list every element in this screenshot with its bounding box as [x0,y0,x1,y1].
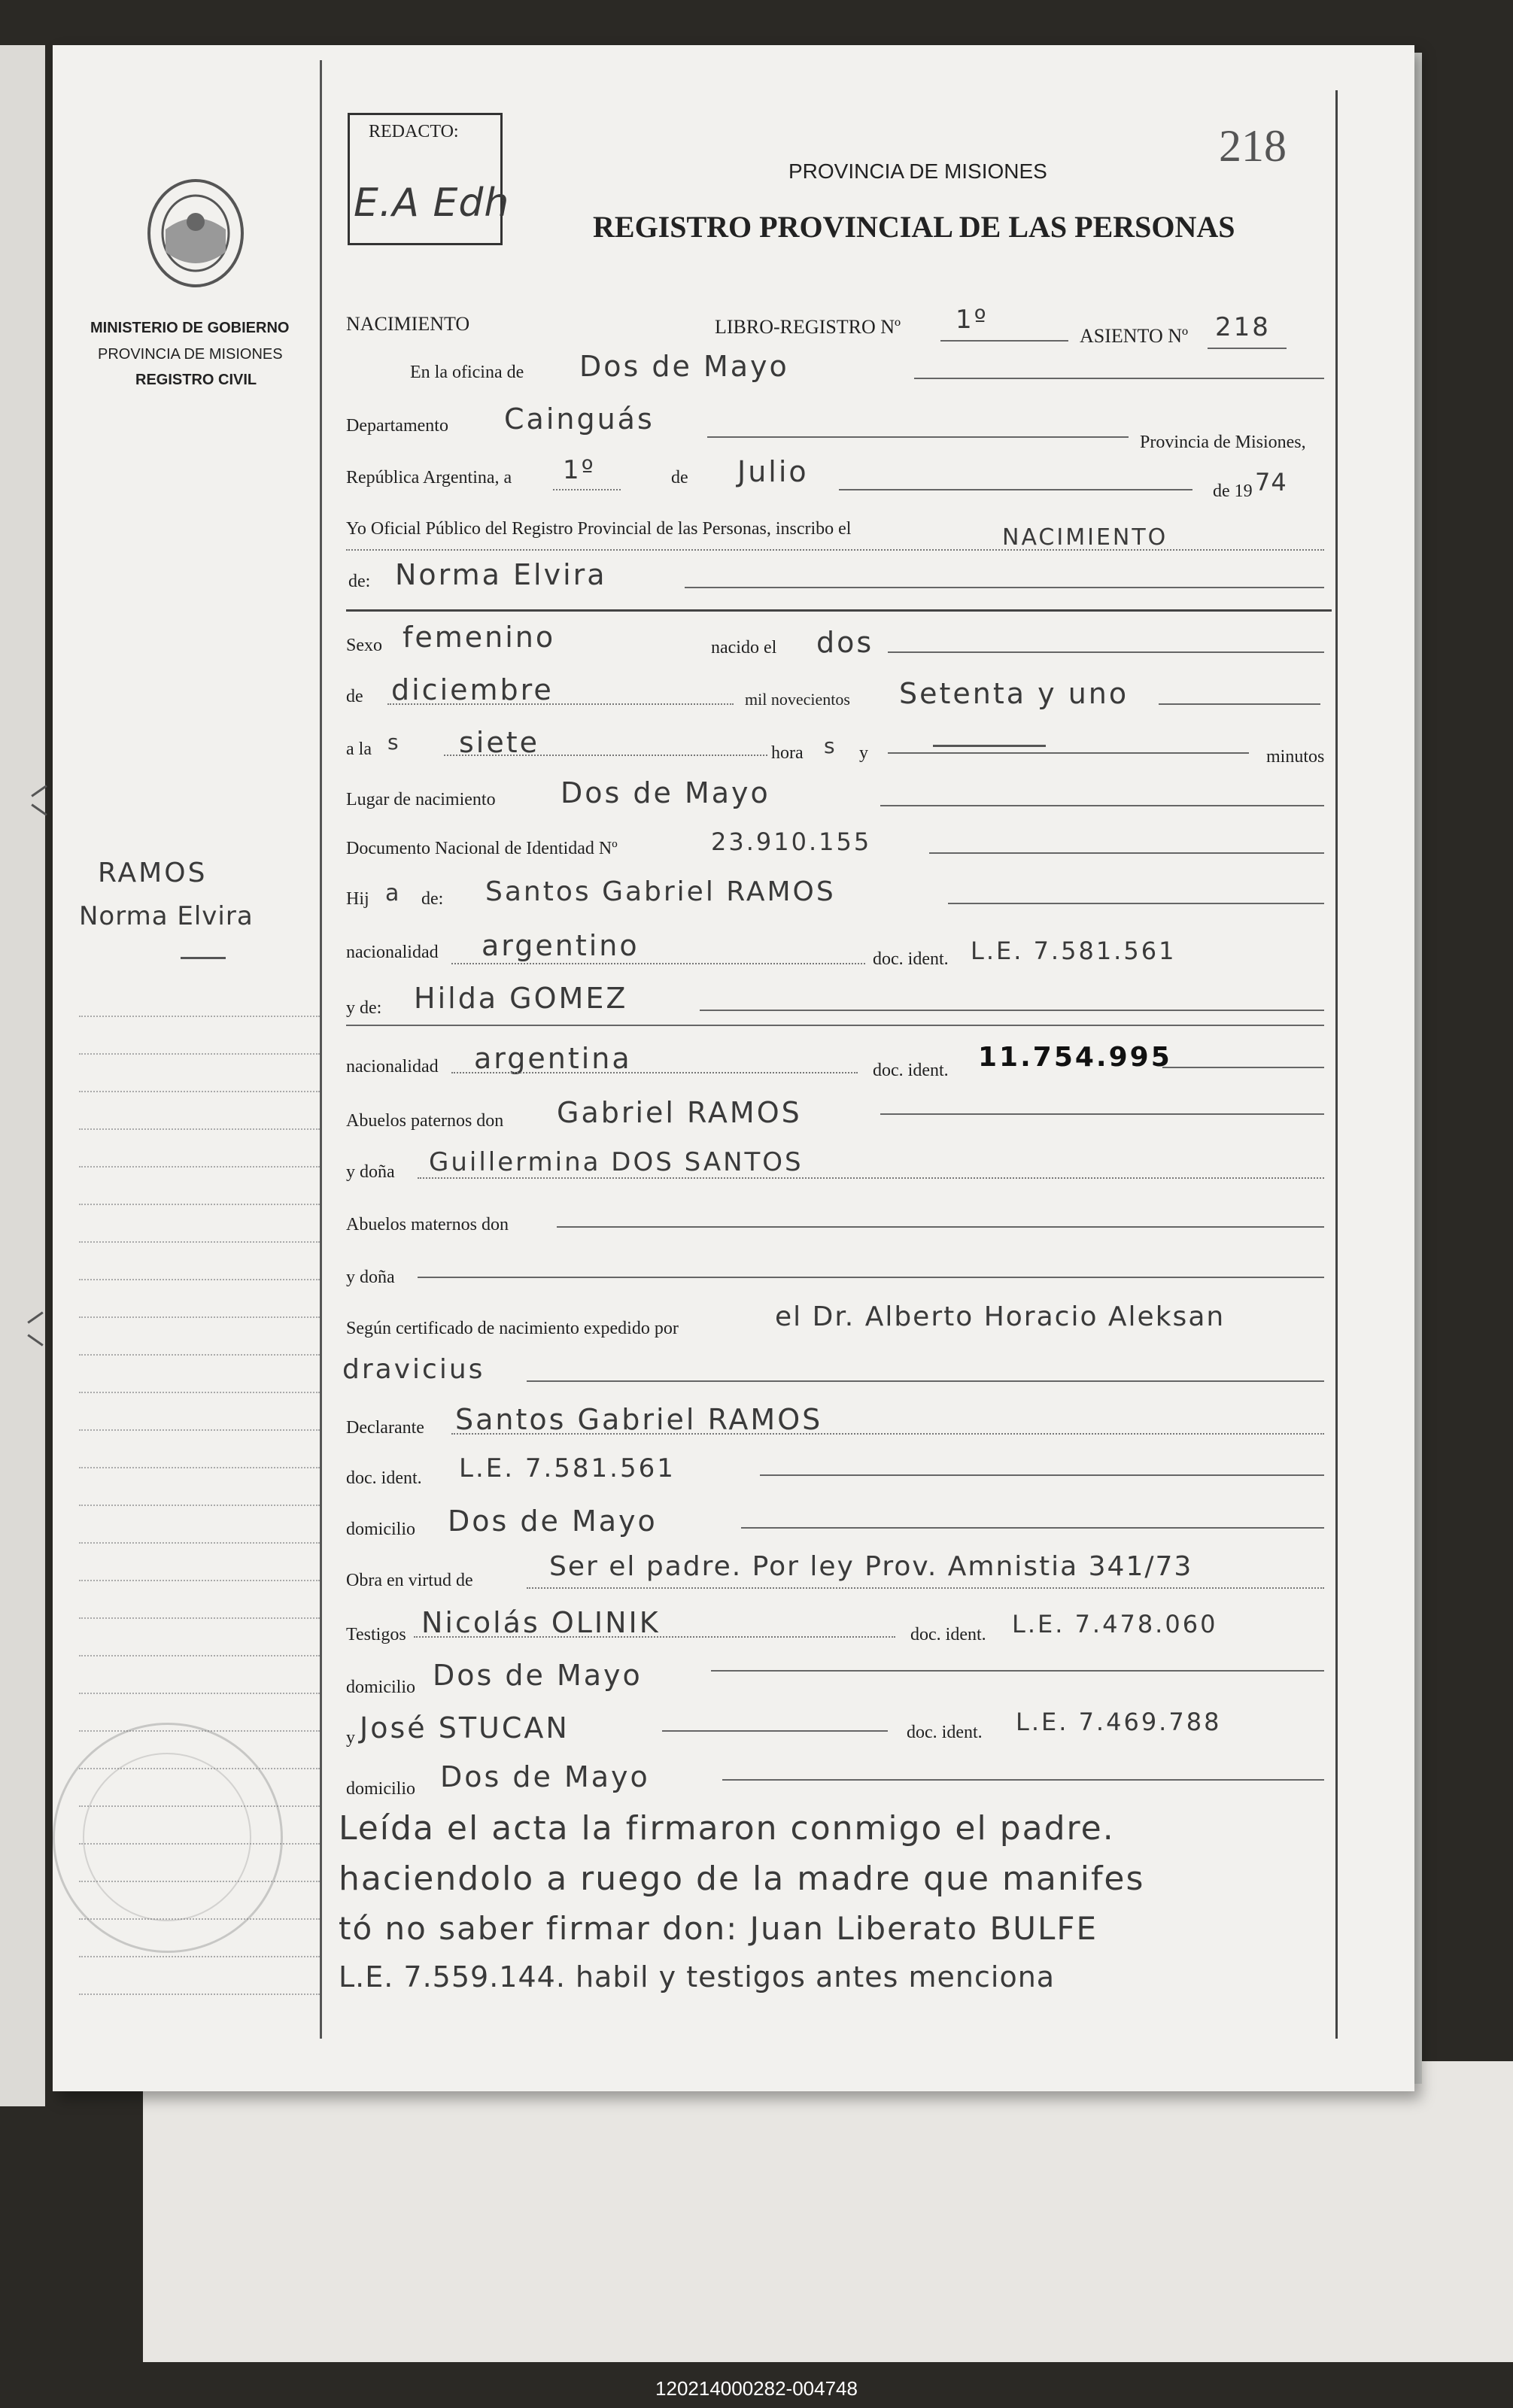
doc-testigo1-value: L.E. 7.478.060 [1012,1610,1218,1638]
nacido-value: dos [816,626,874,659]
testigo1-value: Nicolás OLINIK [421,1606,661,1639]
asiento-label: ASIENTO Nº [1080,325,1189,347]
y-testigo2-label: y [346,1728,355,1748]
year-label: de 19 [1213,481,1253,501]
ruled-line [79,1204,320,1205]
nac-padre-value: argentino [482,929,640,962]
departamento-label: Departamento [346,416,448,436]
de-label: de [671,468,688,487]
segun-value-cont: dravicius [342,1354,485,1385]
ruled-line [79,1505,320,1506]
ruled-line [79,1392,320,1393]
hijo-label: Hij [346,889,369,909]
nac-padre-label: nacionalidad [346,943,439,962]
provincia-suffix: Provincia de Misiones, [1140,433,1306,452]
ruled-line [79,1241,320,1243]
record-type: NACIMIENTO [346,313,470,335]
ruled-line [79,1617,320,1619]
minutes-dash [933,745,1046,747]
anio-nac-line [1159,703,1320,705]
registry-heading: REGISTRO PROVINCIAL DE LAS PERSONAS [593,210,1235,244]
ruled-line [79,1091,320,1092]
left-province-label: PROVINCIA DE MISIONES [98,346,283,363]
ruled-line [79,1128,320,1130]
dni-label: Documento Nacional de Identidad Nº [346,839,618,858]
madre-line [700,1010,1324,1011]
hijo-suffix: a [385,880,402,906]
redacto-signature: E.A Edh [354,181,510,226]
closing-line-4: L.E. 7.559.144. habil y testigos antes menciona [339,1960,1056,1994]
nacido-line [888,651,1324,653]
anio-nac-value: Setenta y uno [899,677,1129,710]
y-dona-label: y doña [346,1162,395,1182]
hora-value: s [824,733,837,758]
padre-value: Santos Gabriel RAMOS [485,876,836,907]
oficial-text: Yo Oficial Público del Registro Provincial de las Personas, inscribo el [346,519,852,539]
nac-madre-line [451,1072,858,1073]
dni-value: 23.910.155 [711,827,872,856]
doc-declarante-value: L.E. 7.581.561 [459,1453,676,1483]
padre-line [948,903,1324,904]
asiento-value: 218 [1215,312,1271,342]
ruled-line [79,1956,320,1957]
right-rule [1335,90,1338,2039]
y-label: y [859,743,868,763]
domicilio-t1-value: Dos de Mayo [433,1659,643,1692]
madre-value: Hilda GOMEZ [414,982,628,1015]
nac-madre-label: nacionalidad [346,1057,439,1076]
a-la-value: s [387,730,401,755]
doc-madre-line [1162,1067,1324,1068]
obra-value: Ser el padre. Por ley Prov. Amnistia 341/73 [549,1551,1193,1582]
index-given-names: Norma Elvira [79,901,254,931]
asiento-line [1208,348,1287,349]
image-id-bar [0,2370,1513,2408]
domicilio-t2-value: Dos de Mayo [440,1760,650,1793]
segun-line [527,1380,1324,1382]
segun-value: el Dr. Alberto Horacio Aleksan [775,1301,1226,1332]
province-heading: PROVINCIA DE MISIONES [788,159,1047,183]
sexo-label: Sexo [346,636,382,655]
y-de-label: y de: [346,998,382,1018]
doc-testigo2-value: L.E. 7.469.788 [1016,1708,1222,1736]
oficina-label: En la oficina de [410,363,524,382]
doc-madre-label: doc. ident. [873,1061,949,1080]
nac-padre-line [451,963,865,964]
testigos-label: Testigos [346,1625,406,1644]
ruled-line [79,1467,320,1468]
obra-line [527,1587,1324,1589]
registry-stamp-inner [83,1753,251,1921]
y-dona-mat-label: y doña [346,1268,395,1287]
sexo-value: femenino [403,621,556,654]
page-number: 218 [1219,121,1287,171]
redacto-label: REDACTO: [369,122,459,141]
image-id-label: 120214000282-004748 [655,2377,858,2400]
hijo-de-label: de: [421,889,444,909]
abuelo-pat-line [880,1113,1324,1115]
departamento-line [707,436,1129,438]
ruled-line [79,1655,320,1656]
de3-label: de [346,687,363,706]
declarante-label: Declarante [346,1418,424,1438]
nac-madre-value: argentina [474,1042,632,1075]
ruled-line [79,1354,320,1356]
republica-label: República Argentina, a [346,468,512,487]
testigo1-line [414,1636,895,1638]
hora-text-line [444,755,767,756]
ruled-line [79,1580,320,1581]
ruled-line [79,1542,320,1544]
abuela-mat-line [418,1277,1324,1278]
name-line [685,587,1324,588]
oficial-value: NACIMIENTO [1002,524,1168,551]
civil-registry-label: REGISTRO CIVIL [135,372,257,388]
hora-label: hora [771,743,804,763]
abuela-pat-line [418,1177,1324,1179]
day-line [553,489,621,490]
minutos-label: minutos [1266,747,1325,767]
ruled-line [79,1994,320,1995]
mes-nac-line [387,703,734,705]
libro-value: 1º [955,305,989,335]
ruled-line [79,1166,320,1168]
index-surname: RAMOS [98,858,208,888]
closing-line-3: tó no saber firmar don: Juan Liberato BULFE [339,1910,1098,1947]
domicilio-decl-value: Dos de Mayo [448,1505,658,1538]
mes-nac-value: diciembre [391,673,554,706]
hora-text-value: siete [459,726,540,759]
index-dash [181,957,226,959]
oficina-value: Dos de Mayo [579,350,789,383]
domicilio-decl-line [741,1527,1324,1529]
doc-padre-value: L.E. 7.581.561 [971,937,1177,965]
lugar-value: Dos de Mayo [561,776,770,809]
oficina-line [914,378,1324,379]
testigo2-value: José STUCAN [360,1711,570,1745]
month-value: Julio [737,455,809,488]
month-line [839,489,1192,490]
dni-line [929,852,1324,854]
a-la-label: a la [346,739,372,759]
departamento-value: Cainguás [504,402,655,436]
de2-label: de: [348,572,371,591]
ruled-line [79,1429,320,1431]
domicilio-t2-label: domicilio [346,1779,415,1799]
closing-line-1: Leída el acta la firmaron conmigo el padre. [339,1809,1115,1848]
domicilio-decl-label: domicilio [346,1520,415,1539]
declarante-value: Santos Gabriel RAMOS [455,1403,823,1436]
day-value: 1º [563,455,596,485]
ruled-line [79,1316,320,1318]
margin-rule [320,60,322,2039]
year-value: 74 [1255,468,1287,496]
doc-declarante-label: doc. ident. [346,1468,422,1488]
ministry-label: MINISTERIO DE GOBIERNO [90,320,290,336]
lugar-line [880,805,1324,806]
ruled-line [79,1279,320,1280]
ruled-line [79,1693,320,1694]
previous-page-edge [0,45,45,2106]
abuelo-pat-value: Gabriel RAMOS [557,1096,802,1129]
ruled-line [79,1016,320,1017]
name-underline [346,609,1332,612]
testigo2-line [662,1730,888,1732]
abuela-pat-value: Guillermina DOS SANTOS [429,1147,804,1177]
name-value: Norma Elvira [395,558,607,591]
doc-padre-label: doc. ident. [873,949,949,969]
lugar-label: Lugar de nacimiento [346,790,496,809]
domicilio-t1-label: domicilio [346,1678,415,1697]
doc-testigo2-label: doc. ident. [907,1723,983,1742]
libro-label: LIBRO-REGISTRO Nº [715,316,901,338]
doc-declarante-line [760,1474,1324,1476]
oficial-line [346,549,1324,551]
scanner-tray [143,2061,1513,2362]
misiones-seal-icon [143,177,248,297]
abuelos-pat-label: Abuelos paternos don [346,1111,504,1131]
libro-line [940,340,1068,342]
domicilio-t1-line [711,1670,1324,1672]
mil-label: mil novecientos [745,690,850,709]
ruled-line [79,1053,320,1055]
doc-madre-value: 11.754.995 [978,1042,1172,1073]
declarante-line [451,1433,1324,1435]
abuelos-mat-line [557,1226,1324,1228]
abuelos-mat-label: Abuelos maternos don [346,1215,509,1234]
domicilio-t2-line [722,1779,1324,1781]
doc-testigo1-label: doc. ident. [910,1625,986,1644]
madre-underline [346,1025,1324,1026]
obra-label: Obra en virtud de [346,1571,473,1590]
minutes-line [888,752,1249,754]
closing-line-2: haciendolo a ruego de la madre que manifes [339,1860,1145,1898]
segun-label: Según certificado de nacimiento expedido por [346,1319,679,1338]
nacido-label: nacido el [711,638,777,657]
